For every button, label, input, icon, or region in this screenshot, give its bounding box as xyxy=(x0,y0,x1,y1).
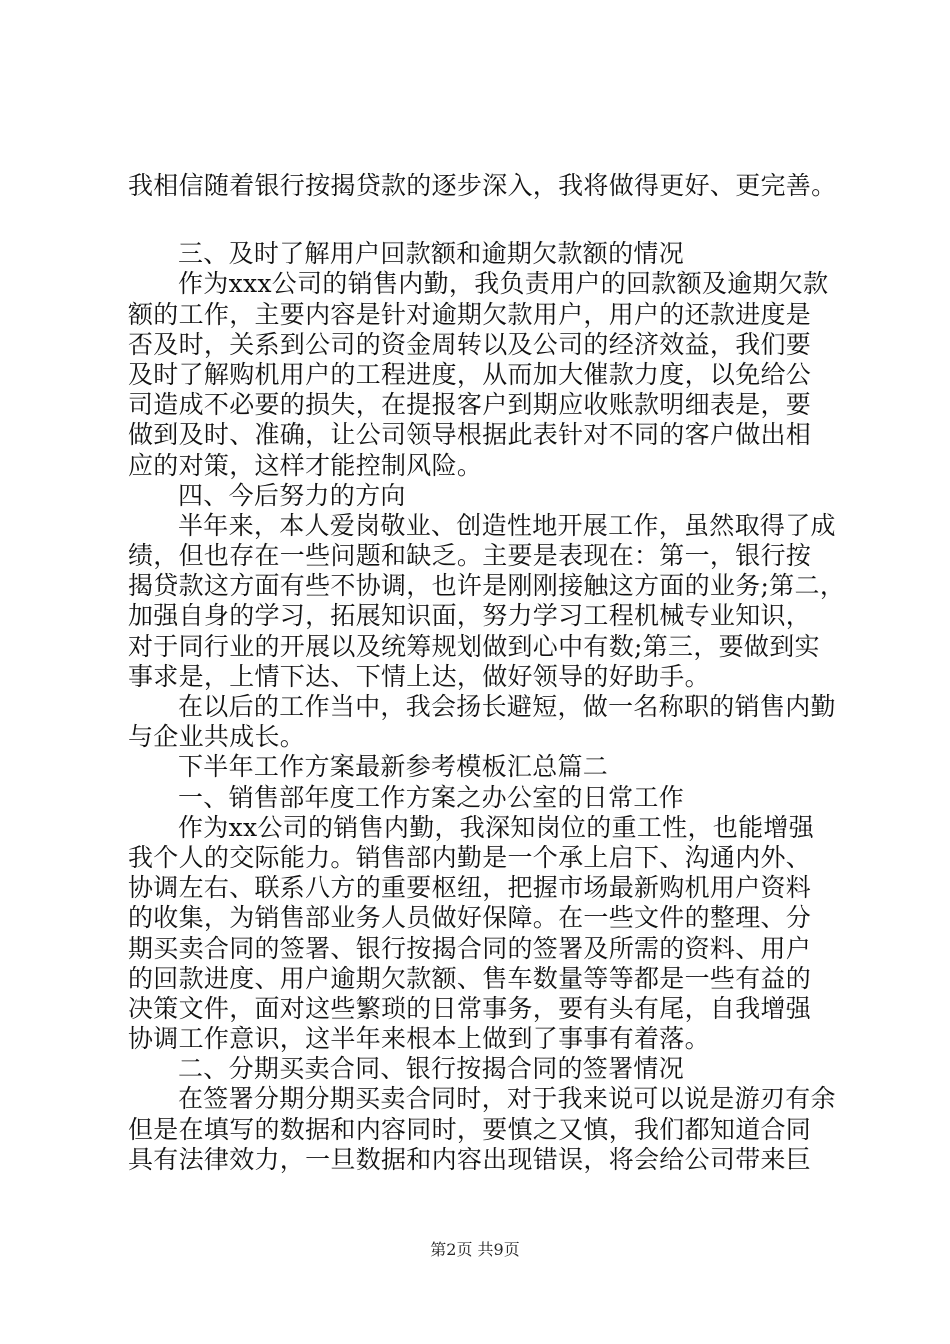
text-line: 加强自身的学习，拓展知识面，努力学习工程机械专业知识， xyxy=(128,601,812,631)
text-line: 作为xx公司的销售内勤，我深知岗位的重工性，也能增强 xyxy=(178,812,815,842)
paragraph-gap xyxy=(128,201,848,239)
text-line: 在签署分期分期买卖合同时，对于我来说可以说是游刃有余 xyxy=(178,1084,836,1114)
text-line: 应的对策，这样才能控制风险。 xyxy=(128,450,483,480)
section-heading: 二、分期买卖合同、银行按揭合同的签署情况 xyxy=(178,1054,685,1084)
page-number: 第2页 共9页 xyxy=(430,1240,520,1259)
text-line: 协调工作意识，这半年来根本上做到了事事有着落。 xyxy=(128,1024,710,1054)
text-line: 的回款进度、用户逾期欠款额、售车数量等等都是一些有益的 xyxy=(128,963,812,993)
text-line: 我相信随着银行按揭贷款的逐步深入，我将做得更好、更完善。 xyxy=(128,171,837,200)
section-heading: 四、今后努力的方向 xyxy=(178,480,406,510)
text-line: 及时了解购机用户的工程进度，从而加大催款力度，以免给公 xyxy=(128,359,812,389)
text-line: 对于同行业的开展以及统筹规划做到心中有数;第三，要做到实 xyxy=(128,631,820,661)
section-heading: 三、及时了解用户回款额和逾期欠款额的情况 xyxy=(178,239,685,269)
section-heading: 一、销售部年度工作方案之办公室的日常工作 xyxy=(178,782,685,812)
text-line: 司造成不必要的损失，在提报客户到期应收账款明细表是，要 xyxy=(128,390,812,420)
text-line: 揭贷款这方面有些不协调，也许是刚刚接触这方面的业务;第二， xyxy=(128,571,846,601)
text-line: 在以后的工作当中，我会扬长避短，做一名称职的销售内勤 xyxy=(178,692,836,721)
text-line: 但是在填写的数据和内容同时，要慎之又慎，我们都知道合同 xyxy=(128,1114,812,1144)
text-line: 我个人的交际能力。销售部内勤是一个承上启下、沟通内外、 xyxy=(128,842,812,872)
text-line: 绩，但也存在一些问题和缺乏。主要是表现在：第一，银行按 xyxy=(128,541,812,571)
text-line: 额的工作，主要内容是针对逾期欠款用户，用户的还款进度是 xyxy=(128,299,812,329)
text-line: 协调左右、联系八方的重要枢纽，把握市场最新购机用户资料 xyxy=(128,873,812,903)
text-line: 作为xxx公司的销售内勤，我负责用户的回款额及逾期欠款 xyxy=(178,269,829,299)
text-line: 做到及时、准确，让公司领导根据此表针对不同的客户做出相 xyxy=(128,420,812,450)
text-line: 事求是，上情下达、下情上达，做好领导的好助手。 xyxy=(128,661,710,691)
document-body xyxy=(128,171,848,1175)
text-line: 否及时，关系到公司的资金周转以及公司的经济效益，我们要 xyxy=(128,329,812,359)
section-title: 下半年工作方案最新参考模板汇总篇二 xyxy=(178,752,609,782)
text-line: 半年来，本人爱岗敬业、创造性地开展工作，虽然取得了成 xyxy=(178,510,836,540)
text-line: 期买卖合同的签署、银行按揭合同的签署及所需的资料、用户 xyxy=(128,933,812,963)
text-line: 具有法律效力，一旦数据和内容出现错误，将会给公司带来巨 xyxy=(128,1144,812,1174)
text-line: 与企业共成长。 xyxy=(128,722,306,752)
text-line: 决策文件，面对这些繁琐的日常事务，要有头有尾，自我增强 xyxy=(128,993,812,1023)
text-line: 的收集，为销售部业务人员做好保障。在一些文件的整理、分 xyxy=(128,903,812,933)
